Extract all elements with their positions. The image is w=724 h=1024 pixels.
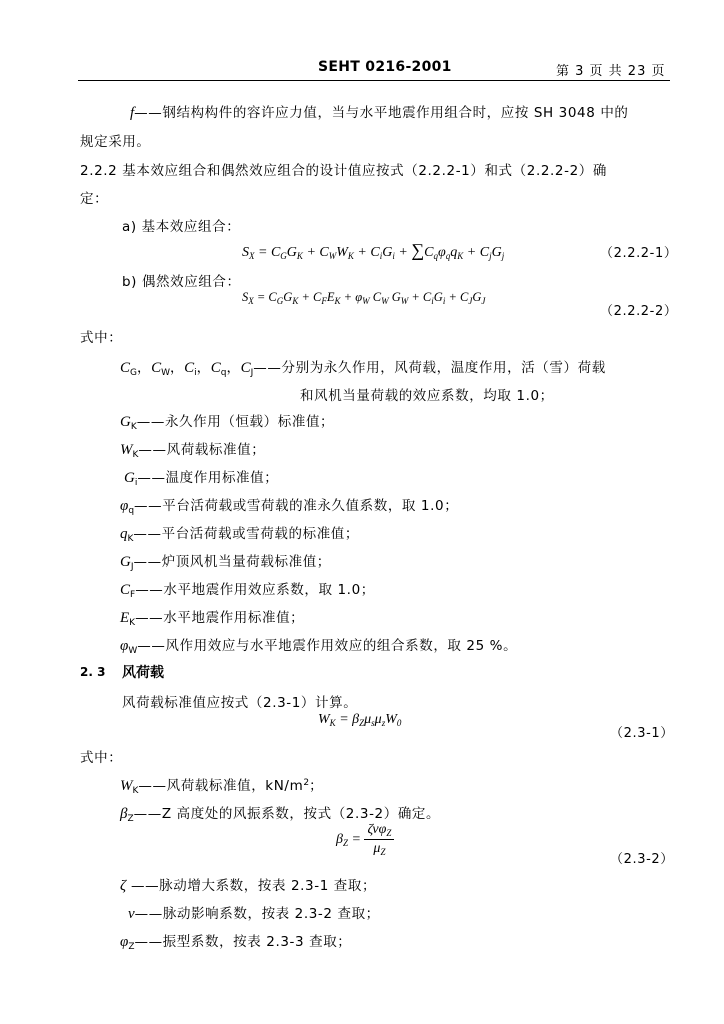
equation-2-2-2-1-body: $S_X = C_GG_K + C_WW_K + C_iG_i + \sum C_q\varphi_qq_K + C_jG_j$ xyxy=(242,240,505,261)
equation-2-3-2-fraction: $\frac{\zeta\nu\varphi_Z}{\mu_Z}$ xyxy=(364,822,394,857)
f-definition-cont: 规定采用。 xyxy=(80,134,151,150)
equation-number-2-2-2-2: （2.2.2-2） xyxy=(600,304,678,319)
def-Gi-text: ——温度作用标准值； xyxy=(137,470,279,486)
def-WK-2: $W_K——$风荷载标准值，$kN/m^2$； xyxy=(120,778,324,796)
equation-2-3-1-body: $W_K = \beta_Z\mu_s\mu_zW_0$ xyxy=(318,712,402,728)
def-betaZ-text: ——Z 高度处的风振系数，按式（2.3-2）确定。 xyxy=(133,806,441,822)
equation-2-2-2-2 xyxy=(242,290,485,306)
equation-number-2-2-2-1: （2.2.2-1） xyxy=(600,246,678,261)
def-WK-2-text: ——风荷载标准值，kN/m xyxy=(138,778,304,794)
coefficients-text: ——分别为永久作用，风荷载，温度作用，活（雪）荷载 xyxy=(253,360,606,376)
equation-2-2-2-1 xyxy=(242,240,504,261)
equation-2-3-1 xyxy=(318,712,401,728)
def-WK-2-end: ； xyxy=(309,778,324,794)
f-definition-text: ——钢结构构件的容许应力值，当与水平地震作用组合时，应按 SH 3048 中的 xyxy=(134,105,629,121)
def-WK-text: ——风荷载标准值； xyxy=(138,442,266,458)
def-GJ: $G_J——$炉顶风机当量荷载标准值； xyxy=(120,554,331,572)
document-code: SEHT 0216-2001 xyxy=(318,59,452,75)
def-phiq: $\varphi_q——$平台活荷载或雪荷载的准永久值系数，取 1.0； xyxy=(120,498,459,516)
item-a-label: a) 基本效应组合： xyxy=(122,219,241,235)
def-phiZ: $\varphi_Z——$振型系数，按表 2.3-3 查取； xyxy=(120,934,352,952)
f-definition xyxy=(130,101,629,122)
item-b-label: b) 偶然效应组合： xyxy=(122,274,241,290)
def-phiW: $\varphi_W——$风作用效应与水平地震作用效应的组合系数，取 25 %。 xyxy=(120,638,518,656)
clause-2-2-2: 2.2.2 基本效应组合和偶然效应组合的设计值应按式（2.2.2-1）和式（2.2.2-2）确 xyxy=(80,163,607,179)
def-GJ-text: ——炉顶风机当量荷载标准值； xyxy=(133,554,331,570)
page-number: 第 3 页 共 23 页 xyxy=(556,64,666,79)
equation-2-3-2 xyxy=(336,822,394,857)
def-GK-text: ——永久作用（恒载）标准值； xyxy=(136,414,335,430)
wind-load-intro: 风荷载标准值应按式（2.3-1）计算。 xyxy=(122,695,358,711)
def-phiq-text: ——平台活荷载或雪荷载的准永久值系数，取 1.0； xyxy=(134,498,459,514)
def-EK-text: ——水平地震作用标准值； xyxy=(135,610,305,626)
clause-2-2-2-cont: 定： xyxy=(80,191,109,207)
def-betaZ: $\beta_Z——Z$ 高度处的风振系数，按式（2.3-2）确定。 xyxy=(120,806,441,824)
def-WK: $W_K——$风荷载标准值； xyxy=(120,442,266,460)
where-label-2: 式中： xyxy=(80,750,123,766)
def-zeta: ζ ——脉动增大系数，按表 2.3-1 查取； xyxy=(120,878,377,894)
def-EK: $E_K——$水平地震作用标准值； xyxy=(120,610,305,628)
def-nu: ν——脉动影响系数，按表 2.3-2 查取； xyxy=(128,906,380,922)
equation-2-2-2-2-body: $S_X = C_GG_K + C_FE_K + \varphi_W$ $C_W$ $G_W + C_iG_i + C_JG_J$ xyxy=(242,290,486,306)
def-GK: $G_K——$永久作用（恒载）标准值； xyxy=(120,414,335,432)
equation-number-2-3-1: （2.3-1） xyxy=(610,726,674,741)
def-CF: $C_F——$水平地震作用效应系数，取 1.0； xyxy=(120,582,375,600)
def-CF-text: ——水平地震作用效应系数，取 1.0； xyxy=(135,582,375,598)
def-qK: $q_K——$平台活荷载或雪荷载的标准值； xyxy=(120,526,360,544)
def-Gi: $G_i——$温度作用标准值； xyxy=(124,470,279,488)
header-rule xyxy=(78,80,670,81)
section-number-2-3: 2. 3 xyxy=(80,665,106,679)
section-title-wind-load: 风荷载 xyxy=(122,665,164,681)
def-zeta-text: ——脉动增大系数，按表 2.3-1 查取； xyxy=(130,878,377,894)
def-phiW-text: ——风作用效应与水平地震作用效应的组合系数，取 25 %。 xyxy=(137,638,518,654)
equation-number-2-3-2: （2.3-2） xyxy=(610,852,674,867)
where-label: 式中： xyxy=(80,330,123,346)
coefficients-definition: $C_G$，$C_W$，$C_i$，$C_q$，$C_J——$分别为永久作用，风荷载，温度作用，活（雪）荷载 xyxy=(120,360,606,378)
def-phiZ-text: ——振型系数，按表 2.3-3 查取； xyxy=(134,934,352,950)
symbol-f: f xyxy=(130,105,135,121)
def-nu-text: ——脉动影响系数，按表 2.3-2 查取； xyxy=(134,906,380,922)
coefficients-definition-cont: 和风机当量荷载的效应系数，均取 1.0； xyxy=(300,388,554,404)
equation-2-3-2-lhs: $\beta_Z$ = xyxy=(336,831,365,848)
def-qK-text: ——平台活荷载或雪荷载的标准值； xyxy=(133,526,360,542)
